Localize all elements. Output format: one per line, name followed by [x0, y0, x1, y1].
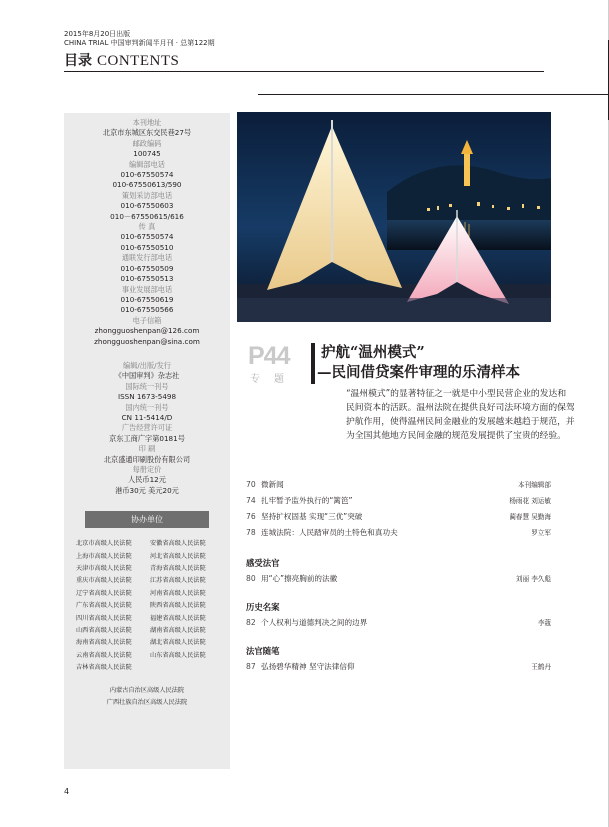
co-organizer-court: 山西省高级人民法院	[76, 627, 132, 635]
toc-page-number: 78	[246, 528, 256, 537]
info-value: 010-67550510	[120, 242, 174, 252]
header-rule	[64, 71, 544, 72]
info-label: 通联发行部电话	[121, 253, 173, 263]
info-value: 010－67550615/616	[110, 211, 184, 221]
co-organizer-court: 内蒙古自治区高级人民法院	[109, 686, 185, 694]
toc-entry[interactable]	[246, 615, 551, 631]
info-label: 每册定价	[132, 465, 162, 474]
info-value: 010-67550619	[120, 294, 174, 304]
contents-title-zh: 目录	[64, 53, 92, 69]
toc-article-title: 个人权利与道德判决之间的边界	[261, 618, 368, 627]
co-organizer-court: 北京市高级人民法院	[76, 540, 132, 548]
feature-title-line1[interactable]: 护航“温州模式”	[321, 344, 425, 361]
co-organizer-court: 上海市高级人民法院	[76, 552, 132, 560]
info-label: 国内统一刊号	[125, 402, 169, 412]
co-organizer-court: 重庆市高级人民法院	[76, 577, 132, 585]
info-label: 策划采访部电话	[121, 190, 173, 200]
co-organizer-court: 湖南省高级人民法院	[150, 627, 206, 635]
co-organizer-court: 安徽省高级人民法院	[150, 540, 206, 548]
info-label: 传 真	[138, 222, 156, 232]
co-organizer-court: 广东省高级人民法院	[76, 602, 132, 610]
info-label: 国际统一刊号	[125, 381, 169, 391]
toc-entry[interactable]	[246, 477, 551, 493]
feature-description-line: 为全国其他地方民间金融的规范发展提供了宝贵的经验。	[346, 431, 566, 441]
co-organizer-court: 海南省高级人民法院	[76, 639, 132, 647]
info-value: 人民币12元	[128, 475, 166, 485]
feature-divider	[311, 343, 315, 384]
info-value: 010-67550603	[120, 201, 174, 211]
toc-author: 罗立军	[531, 529, 551, 537]
info-value: 010-67550566	[120, 305, 174, 315]
info-value: 北京盛通印刷股份有限公司	[103, 454, 191, 464]
co-organizer-court: 广西壮族自治区高级人民法院	[106, 699, 188, 707]
toc-article-title: 坚持扩权固基 实现“三优”突破	[261, 512, 363, 521]
feature-page-block	[248, 343, 310, 385]
contents-title	[64, 50, 179, 70]
info-value: 《中国审判》杂志社	[114, 371, 180, 381]
toc-group-judge-essays	[246, 659, 551, 675]
toc-page-number: 82	[246, 618, 256, 627]
co-organizer-court: 湖北省高级人民法院	[150, 639, 206, 647]
toc-page-number: 70	[246, 480, 256, 489]
feature-description-line: “温州模式”的显著特征之一就是中小型民营企业的发达和	[346, 389, 567, 399]
info-label: 邮政编码	[132, 138, 162, 148]
feature-page-number[interactable]: P44	[248, 342, 290, 370]
toc-page-number: 80	[246, 574, 256, 583]
toc-group-historic-cases	[246, 615, 551, 631]
info-value: zhongguoshenpan@126.com	[94, 326, 200, 336]
co-organizer-court: 陕西省高级人民法院	[150, 602, 206, 610]
co-organizer-court: 吉林省高级人民法院	[76, 664, 132, 672]
toc-author: 李蔻	[537, 619, 551, 627]
co-organizer-court: 河南省高级人民法院	[150, 589, 206, 597]
co-organizer-court: 福建省高级人民法院	[150, 614, 206, 622]
feature-description-line: 护航作用，使得温州民间金融业的发展越来越趋于规范，并	[346, 417, 575, 427]
section-heading-historic-cases: 历史名案	[246, 602, 280, 612]
co-organizer-court: 青海省高级人民法院	[150, 565, 206, 573]
co-organizers-list-center	[64, 685, 230, 710]
info-value: CN 11-5414/D	[121, 412, 173, 422]
co-organizer-court: 山东省高级人民法院	[150, 651, 206, 659]
toc-article-title: 弘扬碧华精神 坚守法律信仰	[261, 662, 355, 671]
toc-article-title: 连城法院：人民踏审员的土特色和真功夫	[261, 528, 398, 537]
info-value: 010-67550574	[120, 170, 174, 180]
co-organizers-list	[76, 538, 230, 674]
toc-entry[interactable]	[246, 493, 551, 509]
toc-author: 王鹤丹	[531, 663, 551, 671]
feature-photo	[237, 112, 551, 322]
info-value: 京东工商广字第0181号	[109, 433, 185, 443]
info-value: 100745	[133, 149, 161, 159]
toc-article-title: 扎牢暂予监外执行的“篱笆”	[261, 496, 353, 505]
toc-page-number: 76	[246, 512, 256, 521]
info-label: 本刊地址	[132, 118, 162, 127]
section-heading-feel-judges: 感受法官	[246, 558, 280, 568]
toc-author: 蔺春慧 吴勤海	[509, 513, 551, 521]
section-heading-judge-essays: 法官随笔	[246, 646, 280, 656]
info-label: 编辑/出版/发行	[123, 360, 171, 370]
info-label: 事业发展部电话	[121, 284, 173, 294]
toc-entry[interactable]	[246, 659, 551, 675]
feature-title-line2[interactable]: —民间借贷案件审理的乐清样本	[317, 364, 520, 381]
toc-author: 本刊编辑部	[518, 481, 551, 489]
toc-group-news	[246, 477, 551, 541]
info-label: 编辑部电话	[129, 159, 165, 169]
toc-entry[interactable]	[246, 509, 551, 525]
info-value: zhongguoshenpan@sina.com	[94, 336, 200, 346]
co-organizer-court: 辽宁省高级人民法院	[76, 589, 132, 597]
feature-description	[346, 387, 575, 443]
feature-description-line: 民间资本的活跃。温州法院在提供良好司法环境方面的保驾	[346, 403, 575, 413]
info-value: ISSN 1673-5498	[117, 392, 177, 402]
co-organizer-court: 四川省高级人民法院	[76, 614, 132, 622]
page-number: 4	[64, 787, 70, 796]
info-label: 电子信箱	[132, 315, 162, 325]
co-organizer-court: 云南省高级人民法院	[76, 651, 132, 659]
masthead-info	[64, 113, 230, 496]
masthead-sidebar	[64, 113, 230, 769]
info-value: 010-67550574	[120, 232, 174, 242]
info-label: 印 刷	[138, 444, 156, 454]
contents-title-en: CONTENTS	[97, 53, 180, 69]
info-label: 广告经营许可证	[121, 423, 173, 433]
toc-group-feel-judges	[246, 571, 551, 587]
co-organizers-title: 协办单位	[85, 511, 209, 528]
feature-label: 专题	[250, 374, 298, 385]
co-organizer-court: 河北省高级人民法院	[150, 552, 206, 560]
info-value: 北京市东城区东交民巷27号	[102, 128, 192, 138]
info-spacer	[64, 347, 230, 361]
info-value: 010-67550513	[120, 274, 174, 284]
info-value: 010-67550613/590	[112, 180, 182, 190]
issue-date: 2015年8月20日出版	[64, 30, 131, 38]
toc-article-title: 微新闻	[261, 480, 284, 489]
toc-page-number: 87	[246, 662, 256, 671]
toc-page-number: 74	[246, 496, 256, 505]
info-value: 010-67550509	[120, 263, 174, 273]
magazine-name: CHINA TRIAL 中国审判新闻半月刊 · 总第122期	[64, 39, 215, 47]
toc-article-title: 用“心”擦亮胸前的法徽	[261, 574, 338, 583]
toc-entry[interactable]	[246, 525, 551, 541]
co-organizer-court: 江苏省高级人民法院	[150, 577, 206, 585]
night-tent-canopy-image	[237, 112, 551, 322]
toc-author: 刘丽 李久彪	[515, 575, 551, 583]
co-organizer-court: 天津市高级人民法院	[76, 565, 132, 573]
info-value: 港币30元 美元20元	[115, 485, 179, 495]
toc-entry[interactable]	[246, 571, 551, 587]
table-of-contents	[246, 477, 551, 675]
toc-author: 杨雨花 刘运敏	[509, 497, 551, 505]
header-rule-right	[258, 94, 609, 95]
